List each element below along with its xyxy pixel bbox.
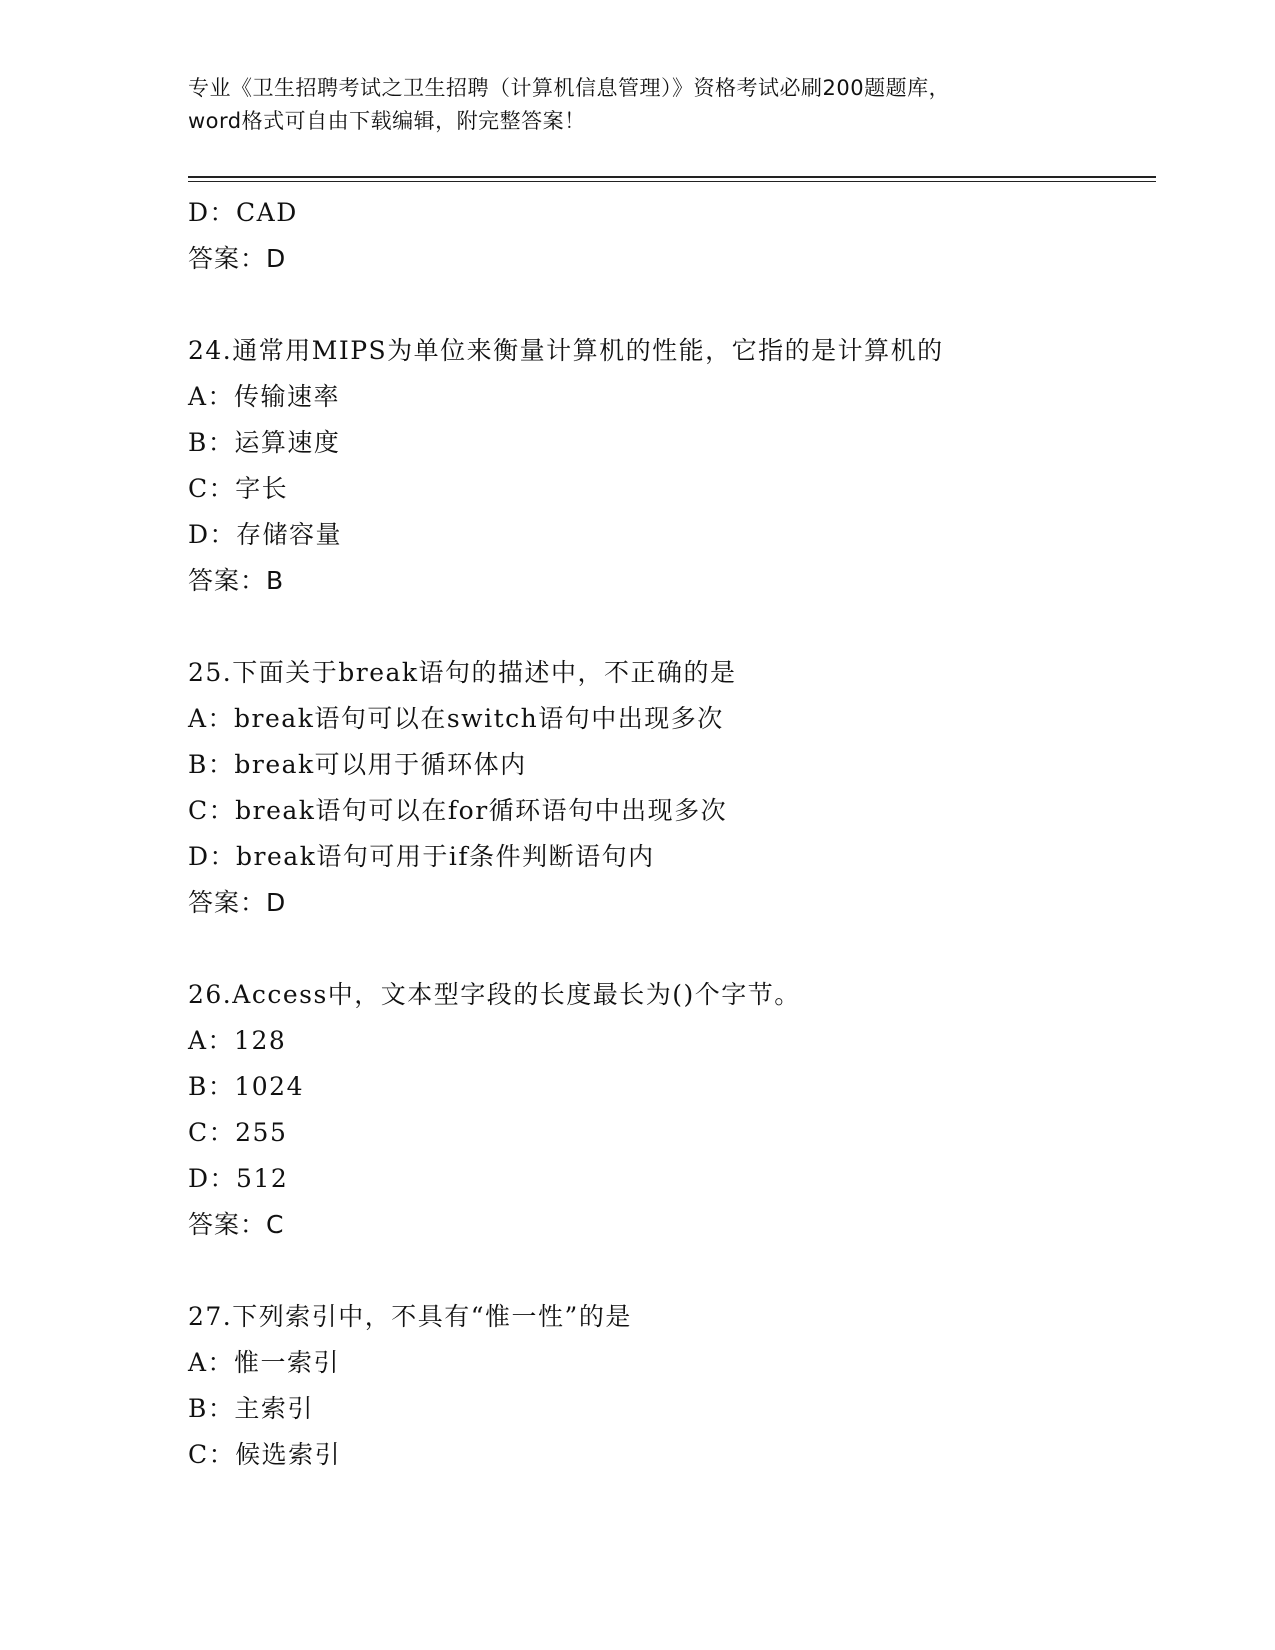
- option-c: C：break语句可以在for循环语句中出现多次: [188, 796, 728, 825]
- option-b: B：1024: [188, 1072, 304, 1101]
- option-d: D：break语句可用于if条件判断语句内: [188, 842, 655, 871]
- option-c: C：字长: [188, 474, 289, 503]
- option-d: D：512: [188, 1164, 289, 1193]
- question-27: [188, 1294, 1148, 1478]
- option-a: A：惟一索引: [188, 1348, 341, 1377]
- answer-line: 答案：D: [188, 888, 287, 917]
- question-25: [188, 650, 1148, 926]
- option-a: A：传输速率: [188, 382, 341, 411]
- question-26: [188, 972, 1148, 1248]
- question-content: [188, 190, 1148, 1478]
- option-d: D：存储容量: [188, 520, 343, 549]
- spacer: [188, 282, 1148, 328]
- option-d: D：CAD: [188, 198, 298, 227]
- answer-line: 答案：C: [188, 1210, 285, 1239]
- question-stem: 27.下列索引中，不具有“惟一性”的是: [188, 1302, 632, 1331]
- option-a: A：128: [188, 1026, 287, 1055]
- answer-line: 答案：B: [188, 566, 285, 595]
- option-c: C：候选索引: [188, 1440, 342, 1469]
- header-title-line-2: word格式可自由下载编辑，附完整答案！: [188, 109, 586, 133]
- question-24: [188, 328, 1148, 604]
- question-stem: 26.Access中，文本型字段的长度最长为()个字节。: [188, 980, 801, 1009]
- spacer: [188, 1248, 1148, 1294]
- option-a: A：break语句可以在switch语句中出现多次: [188, 704, 724, 733]
- header-divider-thin: [188, 181, 1156, 182]
- question-stem: 24.通常用MIPS为单位来衡量计算机的性能，它指的是计算机的: [188, 336, 944, 365]
- header-divider-thick: [188, 176, 1156, 178]
- spacer: [188, 926, 1148, 972]
- option-b: B：break可以用于循环体内: [188, 750, 527, 779]
- answer-line: 答案：D: [188, 244, 287, 273]
- option-b: B：运算速度: [188, 428, 341, 457]
- question-fragment: [188, 190, 1148, 282]
- question-stem: 25.下面关于break语句的描述中，不正确的是: [188, 658, 737, 687]
- header-title-line-1: 专业《卫生招聘考试之卫生招聘（计算机信息管理）》资格考试必刷200题题库，: [188, 76, 951, 100]
- document-header: [188, 72, 1088, 138]
- spacer: [188, 604, 1148, 650]
- option-c: C：255: [188, 1118, 288, 1147]
- option-b: B：主索引: [188, 1394, 314, 1423]
